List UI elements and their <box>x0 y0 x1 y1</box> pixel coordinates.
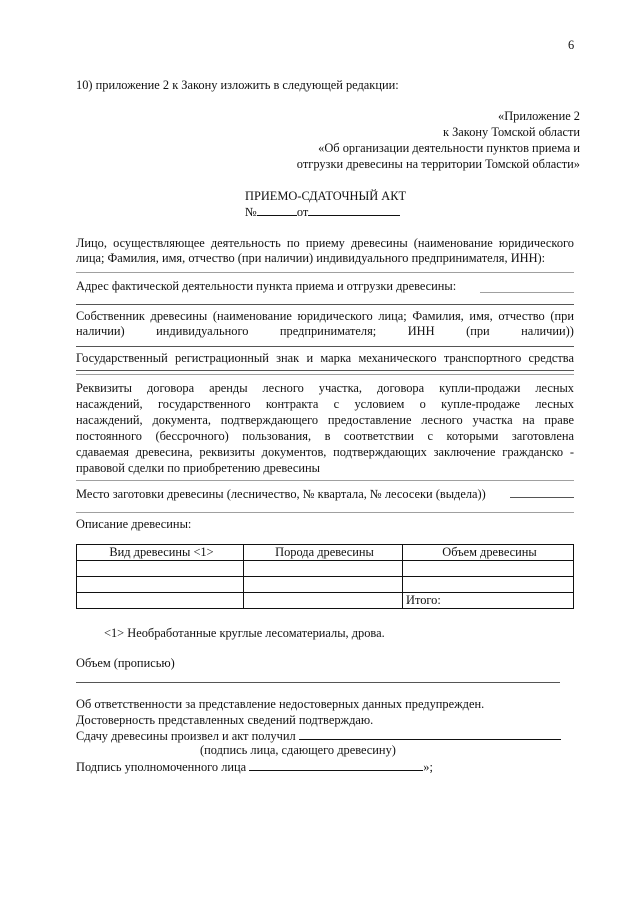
appendix-heading-line-2: к Закону Томской области <box>442 125 580 139</box>
act-number-field[interactable] <box>257 204 297 216</box>
table-cell[interactable] <box>403 577 574 593</box>
table-total-cell: Итого: <box>403 593 574 609</box>
owner-word: наличии)) <box>521 324 574 338</box>
operator-label-line-1: Лицо, осуществляющее деятельность по приему древесины (наименование юридического <box>76 236 574 250</box>
appendix-heading-line-3: «Об организации деятельности пунктов приема и <box>318 141 580 155</box>
contract-label-line-1: Реквизиты договора аренды лесного участка, договора купли-продажи лесных <box>76 381 574 395</box>
warning-text: Об ответственности за представление недостоверных данных предупрежден. <box>76 697 485 711</box>
harvest-place-input-line[interactable] <box>510 497 574 498</box>
act-date-label: от <box>296 205 309 219</box>
table-row <box>77 577 574 593</box>
operator-input-line[interactable] <box>76 272 574 273</box>
contract-input-line[interactable] <box>76 480 574 481</box>
table-cell[interactable] <box>77 561 244 577</box>
signature-line <box>76 759 433 775</box>
handover-line <box>76 728 561 744</box>
owner-word: ИНН <box>407 324 435 338</box>
table-header-cell: Объем древесины <box>403 545 574 561</box>
address-input-line-2[interactable] <box>76 304 574 305</box>
table-header-cell: Порода древесины <box>244 545 403 561</box>
owner-word: (при <box>466 324 490 338</box>
address-label: Адрес фактической деятельности пункта приема и отгрузки древесины: <box>76 279 457 293</box>
table-row <box>77 561 574 577</box>
vehicle-input-line[interactable] <box>76 370 574 371</box>
owner-word: индивидуального <box>156 324 249 338</box>
table-cell[interactable] <box>244 561 403 577</box>
contract-label-line-4: постоянного (бессрочного) пользования, в соответствии с которыми заготовлена <box>76 429 574 443</box>
table-cell[interactable] <box>244 593 403 609</box>
contract-label-line-3: насаждений, документа, подтверждающего предоставление лесного участка на праве <box>76 413 574 427</box>
vehicle-input-line-2[interactable] <box>76 374 574 375</box>
owner-input-line[interactable] <box>76 346 574 347</box>
table-cell[interactable] <box>244 577 403 593</box>
owner-word: наличии) <box>76 324 125 338</box>
table-cell[interactable] <box>77 577 244 593</box>
volume-input-line[interactable] <box>76 682 560 683</box>
intro-text: 10) приложение 2 к Закону изложить в следующей редакции: <box>76 78 399 92</box>
harvest-place-label: Место заготовки древесины (лесничество, № квартала, № лесосеки (выдела)) <box>76 487 486 501</box>
address-input-line[interactable] <box>480 292 574 293</box>
signature-label: Подпись уполномоченного лица <box>76 760 247 774</box>
table-cell[interactable] <box>77 593 244 609</box>
confirm-text: Достоверность представленных сведений подтверждаю. <box>76 713 374 727</box>
table-cell[interactable] <box>403 561 574 577</box>
owner-word: предпринимателя; <box>279 324 377 338</box>
act-number-line <box>245 204 400 220</box>
appendix-heading-line-4: отгрузки древесины на территории Томской области» <box>296 157 580 171</box>
act-number-label: № <box>245 205 257 219</box>
table-header-row <box>77 545 574 561</box>
signature-end: »; <box>423 760 433 774</box>
contract-label-line-2: насаждений, государственного контракта с условием о купле-продаже лесных <box>76 397 574 411</box>
footnote: <1> Необработанные круглые лесоматериалы, дрова. <box>104 626 385 640</box>
contract-label-line-6: правовой сделки по приобретению древесины <box>76 461 320 475</box>
act-title: ПРИЕМО-СДАТОЧНЫЙ АКТ <box>245 189 407 203</box>
vehicle-label: Государственный регистрационный знак и марка механического транспортного средства <box>76 351 574 365</box>
owner-label-line-2 <box>76 324 574 339</box>
handover-caption: (подпись лица, сдающего древесину) <box>200 743 396 757</box>
table-row <box>77 593 574 609</box>
act-date-field[interactable] <box>308 204 400 216</box>
table-header-cell: Вид древесины <1> <box>77 545 244 561</box>
signature-field[interactable] <box>249 759 423 771</box>
description-label: Описание древесины: <box>76 517 192 531</box>
harvest-place-input-line-2[interactable] <box>76 512 574 513</box>
operator-label-line-2: лица; Фамилия, имя, отчество (при наличии) индивидуального предпринимателя, ИНН): <box>76 251 546 265</box>
page-number: 6 <box>568 38 575 52</box>
volume-label: Объем (прописью) <box>76 656 175 670</box>
handover-label: Сдачу древесины произвел и акт получил <box>76 729 296 743</box>
owner-label-line-1: Собственник древесины (наименование юридического лица; Фамилия, имя, отчество (при <box>76 309 574 323</box>
appendix-heading-line-1: «Приложение 2 <box>498 109 580 123</box>
handover-signature-field[interactable] <box>299 728 561 740</box>
contract-label-line-5: сдаваемая древесина, реквизиты документов, подтверждающих заключение гражданско - <box>76 445 574 459</box>
wood-description-table <box>76 544 574 609</box>
